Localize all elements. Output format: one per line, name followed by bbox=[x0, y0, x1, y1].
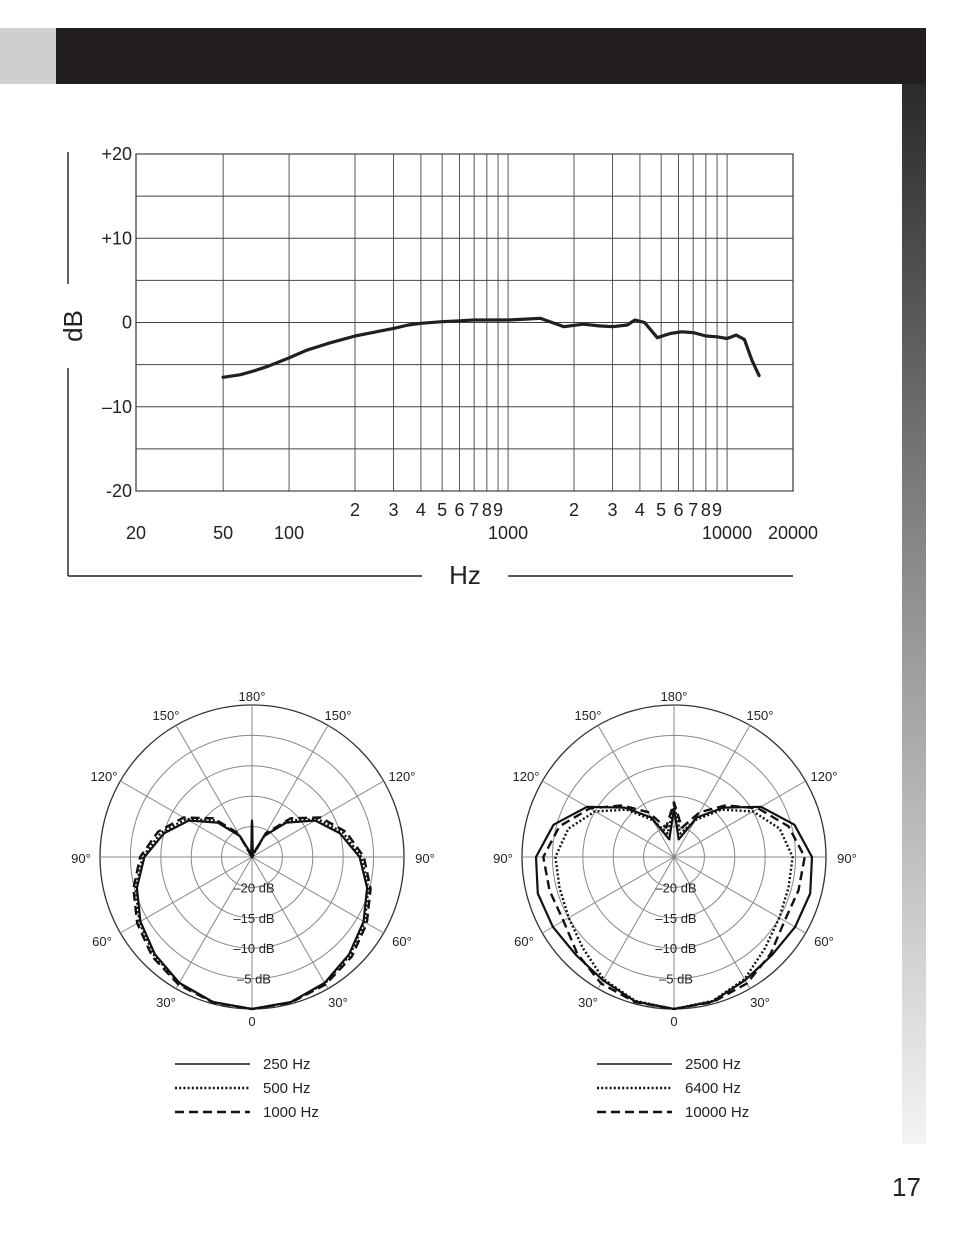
polar-angle-label: 150° bbox=[152, 708, 180, 723]
polar-angle-label: 90° bbox=[71, 851, 91, 866]
polar-angle-label: 90° bbox=[837, 851, 857, 866]
y-tick-labels bbox=[101, 144, 132, 501]
legend-label: 250 Hz bbox=[263, 1056, 311, 1073]
legend-label: 10000 Hz bbox=[685, 1104, 750, 1121]
legend-label: 1000 Hz bbox=[263, 1104, 319, 1121]
polar-ring-label: –10 dB bbox=[655, 941, 697, 957]
polar-angle-label: 90° bbox=[415, 851, 435, 866]
x-major-tick-label: 10000 bbox=[702, 523, 753, 543]
polar-spoke bbox=[674, 725, 750, 857]
polar-ring-label: –15 dB bbox=[655, 910, 697, 926]
polar-angle-label: 120° bbox=[388, 769, 416, 784]
x-minor-tick-label: 2 bbox=[568, 500, 580, 520]
polar-angle-label: 30° bbox=[578, 995, 598, 1010]
y-tick-label: +20 bbox=[101, 144, 132, 164]
x-minor-tick-label: 8 bbox=[700, 500, 711, 520]
x-minor-tick-label: 9 bbox=[493, 500, 504, 520]
y-axis-title: dB bbox=[58, 310, 88, 342]
freq-grid bbox=[136, 154, 793, 491]
polar-angle-label: 0 bbox=[670, 1014, 678, 1029]
polar-legend bbox=[597, 1056, 749, 1121]
x-minor-tick-label: 9 bbox=[712, 500, 723, 520]
polar-angle-label: 90° bbox=[493, 851, 513, 866]
polar-chart-high bbox=[482, 680, 872, 1130]
frequency-response-chart bbox=[0, 130, 900, 590]
polar-ring-label: –20 dB bbox=[233, 880, 275, 896]
x-axis-title: Hz bbox=[449, 560, 481, 590]
polar-spoke bbox=[120, 781, 252, 857]
x-minor-tick-label: 8 bbox=[481, 500, 492, 520]
polar-angle-label: 60° bbox=[92, 934, 112, 949]
x-tick-labels bbox=[126, 500, 818, 543]
legend-label: 6400 Hz bbox=[685, 1080, 741, 1097]
x-minor-tick-label: 4 bbox=[634, 500, 645, 520]
y-tick-label: +10 bbox=[101, 228, 132, 249]
y-tick-label: -20 bbox=[105, 481, 132, 501]
polar-angle-label: 60° bbox=[514, 934, 534, 949]
legend-label: 500 Hz bbox=[263, 1080, 311, 1097]
x-minor-tick-label: 7 bbox=[688, 500, 699, 520]
polar-angle-label: 150° bbox=[746, 708, 774, 723]
header-bar bbox=[56, 28, 926, 84]
polar-ring-label: –15 dB bbox=[233, 910, 275, 926]
polar-legend bbox=[175, 1056, 319, 1121]
polar-angle-label: 120° bbox=[90, 769, 118, 784]
polar-ring-label: –5 dB bbox=[659, 971, 693, 987]
polar-ring-label: –20 dB bbox=[655, 880, 697, 896]
page-number: 17 bbox=[892, 1172, 921, 1202]
x-minor-tick-label: 7 bbox=[469, 500, 480, 520]
polar-angle-label: 0 bbox=[248, 1014, 256, 1029]
polar-grid bbox=[522, 705, 826, 1009]
x-minor-tick-label: 4 bbox=[415, 500, 426, 520]
polar-ring-label: –5 dB bbox=[237, 971, 271, 987]
polar-chart-low bbox=[60, 680, 450, 1130]
legend-label: 2500 Hz bbox=[685, 1056, 741, 1073]
polar-angle-label: 120° bbox=[512, 769, 540, 784]
polar-angle-label: 180° bbox=[660, 689, 688, 704]
x-major-tick-label: 20000 bbox=[767, 523, 819, 543]
x-major-tick-label: 1000 bbox=[488, 523, 529, 543]
polar-angle-label: 120° bbox=[810, 769, 838, 784]
polar-angle-label: 30° bbox=[156, 995, 176, 1010]
x-minor-tick-label: 5 bbox=[656, 500, 667, 520]
x-minor-tick-label: 3 bbox=[607, 500, 618, 520]
y-tick-label: 0 bbox=[121, 312, 132, 333]
polar-angle-label: 180° bbox=[238, 689, 266, 704]
x-major-tick-label: 50 bbox=[213, 523, 234, 543]
page-tab bbox=[0, 28, 56, 84]
x-minor-tick-label: 2 bbox=[349, 500, 361, 520]
x-minor-tick-label: 3 bbox=[388, 500, 399, 520]
polar-ring-label: –10 dB bbox=[233, 941, 275, 957]
x-minor-tick-label: 6 bbox=[673, 500, 684, 520]
x-minor-tick-label: 5 bbox=[437, 500, 448, 520]
polar-angle-label: 30° bbox=[750, 995, 770, 1010]
x-major-tick-label: 20 bbox=[125, 523, 147, 543]
side-gradient-bar bbox=[902, 84, 926, 1144]
x-minor-tick-label: 6 bbox=[454, 500, 465, 520]
polar-spoke bbox=[598, 725, 674, 857]
x-major-tick-label: 100 bbox=[274, 523, 305, 543]
polar-angle-label: 30° bbox=[328, 995, 348, 1010]
polar-angle-label: 150° bbox=[324, 708, 352, 723]
polar-angle-label: 60° bbox=[392, 934, 412, 949]
polar-angle-label: 60° bbox=[814, 934, 834, 949]
polar-angle-label: 150° bbox=[574, 708, 602, 723]
y-tick-label: –10 bbox=[101, 396, 132, 417]
